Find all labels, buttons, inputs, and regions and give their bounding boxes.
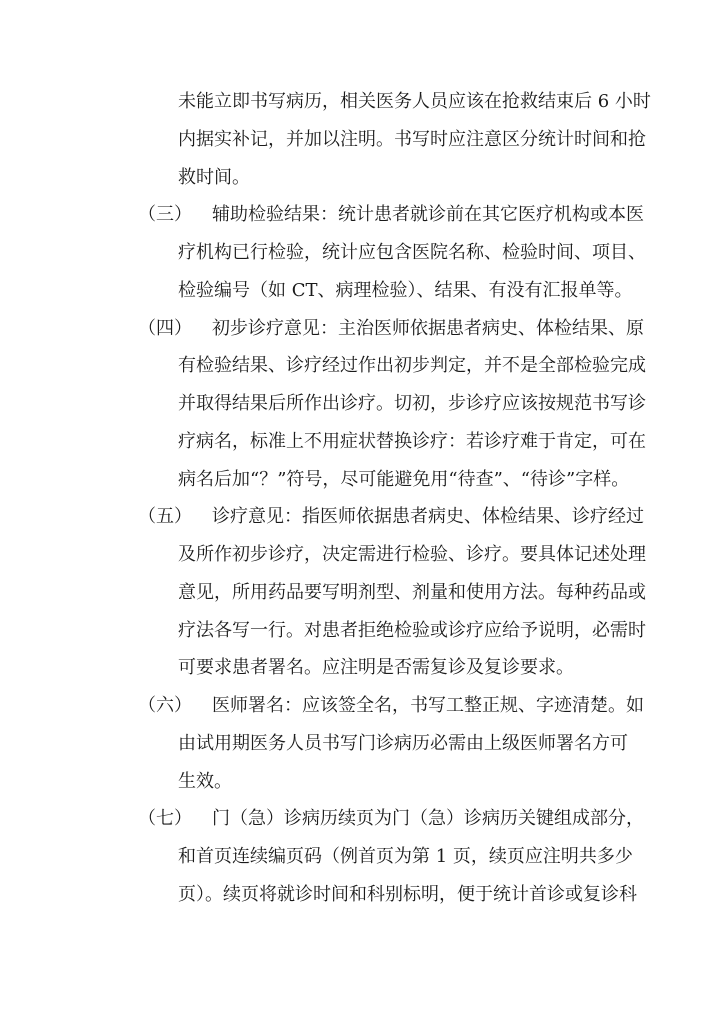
paragraph-line: 疗机构已行检验，统计应包含医院名称、检验时间、项目、 xyxy=(178,242,646,263)
paragraph-line: 页）。续页将就诊时间和科别标明，便于统计首诊或复诊科 xyxy=(178,883,637,905)
section-label: （七） xyxy=(138,808,192,830)
paragraph-line: 辅助检验结果：统计患者就诊前在其它医疗机构或本医 xyxy=(212,204,644,226)
paragraph-line: 生效。 xyxy=(178,770,232,792)
paragraph-line: 门（急）诊病历续页为门（急）诊病历关键组成部分， xyxy=(212,808,644,830)
paragraph-line: 疗病名，标准上不用症状替换诊疗：若诊疗难于肯定，可在 xyxy=(178,430,646,452)
paragraph-line: 和首页连续编页码（例首页为第 1 页，续页应注明共多少 xyxy=(178,846,633,867)
section-label: （四） xyxy=(138,317,192,339)
paragraph-line: 意见，所用药品要写明剂型、剂量和使用方法。每种药品或 xyxy=(178,581,646,603)
paragraph-line: 有检验结果、诊疗经过作出初步判定，并不是全部检验完成 xyxy=(178,355,646,377)
paragraph-line: 初步诊疗意见：主治医师依据患者病史、体检结果、原 xyxy=(212,317,644,339)
section-label: （六） xyxy=(138,695,192,716)
paragraph-line: 病名后加“？”符号，尽可能避免用“待查”、“待诊”字样。 xyxy=(178,468,630,490)
section-label: （五） xyxy=(138,506,192,528)
paragraph-line: 并取得结果后所作出诊疗。切初，步诊疗应该按规范书写诊 xyxy=(178,393,646,414)
paragraph-line: 检验编号（如 CT、病理检验）、结果、有没有汇报单等。 xyxy=(178,279,633,301)
paragraph-line: 救时间。 xyxy=(178,166,250,188)
paragraph-line: 疗法各写一行。对患者拒绝检验或诊疗应给予说明，必需时 xyxy=(178,619,646,641)
paragraph-line: 医师署名：应该签全名，书写工整正规、字迹清楚。如 xyxy=(212,695,644,716)
section-label: （三） xyxy=(138,204,192,226)
paragraph-line: 由试用期医务人员书写门诊病历必需由上级医师署名方可 xyxy=(178,732,628,754)
paragraph-line: 诊疗意见：指医师依据患者病史、体检结果、诊疗经过 xyxy=(212,506,644,528)
paragraph-line: 内据实补记，并加以注明。书写时应注意区分统计时间和抢 xyxy=(178,128,646,150)
paragraph-line: 及所作初步诊疗，决定需进行检验、诊疗。要具体记述处理 xyxy=(178,544,646,565)
paragraph-line: 未能立即书写病历，相关医务人员应该在抢救结束后 6 小时 xyxy=(178,91,651,112)
paragraph-line: 可要求患者署名。应注明是否需复诊及复诊要求。 xyxy=(178,657,574,679)
